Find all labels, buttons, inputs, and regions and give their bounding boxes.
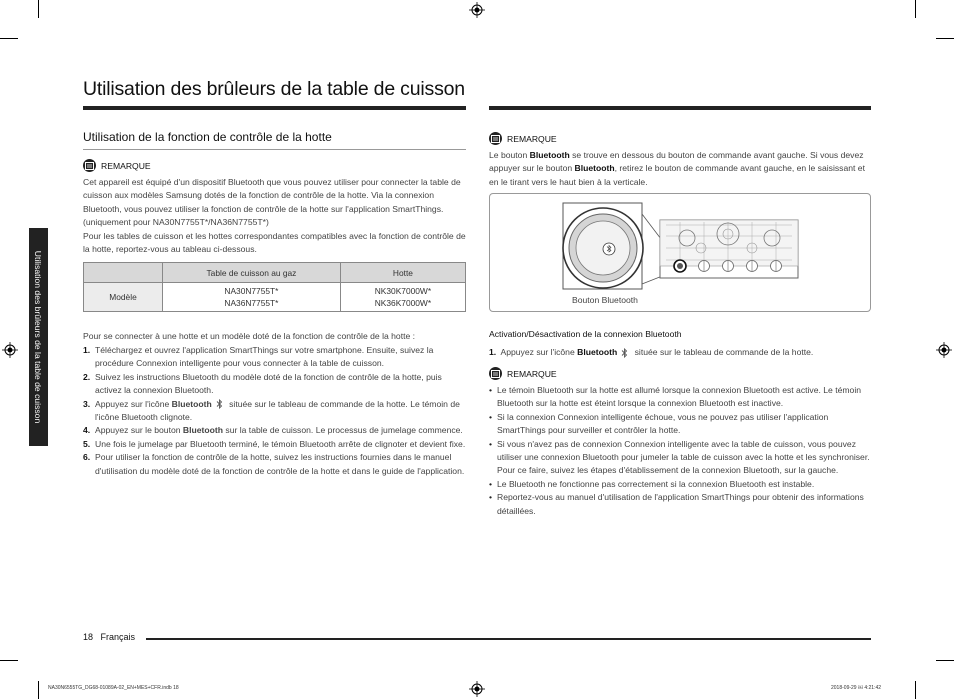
note-header [83, 159, 151, 172]
registration-mark-icon [2, 342, 18, 358]
footer-rule [146, 638, 871, 640]
print-filename: NA30N6555TG_DG68-01089A-02_EN+MES+CFR.indb 18 [48, 685, 179, 691]
bluetooth-icon [621, 348, 628, 358]
crop-mark [0, 660, 18, 661]
table-header-cell: Table de cuisson au gaz [163, 263, 341, 283]
step-text: sur la table de cuisson. Le processus de jumelage commence. [223, 425, 463, 436]
note-paragraph [83, 176, 466, 256]
note-bold: Bluetooth [574, 163, 615, 174]
compatibility-table [83, 262, 466, 312]
note-icon [83, 159, 96, 172]
steps-list [83, 344, 466, 478]
step-bold: Bluetooth [171, 398, 212, 409]
note-label: REMARQUE [101, 160, 151, 171]
table-row-label: Modèle [84, 283, 163, 312]
table-header-cell: Hotte [340, 263, 465, 283]
list-item: • Si la connexion Connexion intelligente échoue, vous ne pouvez pas utiliser l'application SmartThings pour surveiller et contrôler la hotte. [489, 411, 871, 438]
step-number: 1. [83, 345, 91, 355]
step-text: Suivez les instructions Bluetooth du modèle doté de la fonction de contrôle de la hotte, puis activez la connexion Bluetooth. [95, 371, 442, 396]
list-item [83, 438, 466, 451]
right-step [489, 346, 871, 359]
page-language: Français [100, 632, 136, 642]
list-item: • Le témoin Bluetooth sur la hotte est allumé lorsque la connexion Bluetooth est active. Le témoin Bluetooth sur la hotte est éteint lorsque la connexion Bluetooth est inactive. [489, 384, 871, 411]
note-icon [489, 132, 502, 145]
table-header-cell [84, 263, 163, 283]
figure-caption: Bouton Bluetooth [572, 295, 638, 305]
page-footer [83, 632, 135, 642]
note-text: Le bouton [489, 150, 530, 160]
step-bold: Bluetooth [577, 347, 618, 357]
crop-mark [915, 681, 916, 699]
list-item [83, 451, 466, 478]
side-chapter-label: Utilisation des brûleurs de la table de cuisson [33, 250, 43, 424]
note-bullets [489, 384, 871, 518]
title-rule-right [489, 106, 871, 110]
list-item [83, 398, 466, 425]
step-text: Pour utiliser la fonction de contrôle de la hotte, suivez les instructions fournies dans le manuel d'utilisation du modèle doté de la fonction de contrôle de la hotte et dans le guide de l'application. [95, 452, 465, 476]
note-header [489, 132, 557, 145]
step-text: Appuyez sur l'icône [95, 398, 172, 409]
note-text-2: Pour les tables de cuisson et les hottes correspondantes compatibles avec la fonction de contrôle de la hotte, reportez-vous au tableau ci-dessous. [83, 230, 466, 255]
section-title: Utilisation de la fonction de contrôle de la hotte [83, 130, 332, 144]
list-item: • Le Bluetooth ne fonctionne pas correctement si la connexion Bluetooth est instable. [489, 478, 871, 491]
crop-mark [915, 0, 916, 18]
step-text: Une fois le jumelage par Bluetooth terminé, le témoin Bluetooth arrête de clignoter et devient fixe. [95, 438, 466, 449]
step-number: 1. [489, 347, 497, 357]
step-text: Téléchargez et ouvrez l'application SmartThings sur votre smartphone. Ensuite, suivez la procédure Connexion intelligente pour vous connecter à la table de cuisson. [95, 345, 434, 369]
step-number: 6. [83, 452, 91, 463]
step-number: 2. [83, 371, 91, 382]
list-item [83, 424, 466, 437]
note-icon [489, 367, 502, 380]
step-text: située sur le tableau de commande de la hotte. [632, 347, 814, 357]
list-item: • Reportez-vous au manuel d'utilisation de l'application SmartThings pour obtenir des informations détaillées. [489, 491, 871, 518]
step-number: 4. [83, 425, 91, 436]
list-item [83, 344, 466, 371]
table-cell-hoods [340, 283, 465, 312]
hood-model: NK30K7000W* [374, 286, 432, 296]
note-text: se trouve en dessous du bouton de commande avant gauche. Si vous devez appuyer sur le bouton [489, 150, 864, 174]
cooktop-figure [489, 193, 871, 312]
steps-intro: Pour se connecter à une hotte et un modèle doté de la fonction de contrôle de la hotte : [83, 331, 416, 341]
crop-mark [0, 38, 18, 39]
hood-model: NK36K7000W* [374, 298, 432, 308]
registration-mark-icon [469, 2, 485, 18]
table-cell-cooktops [163, 283, 341, 312]
step-bold: Bluetooth [182, 425, 224, 436]
page-title: Utilisation des brûleurs de la table de cuisson [83, 78, 465, 100]
step-number: 5. [83, 438, 91, 449]
bluetooth-icon [216, 399, 223, 409]
subheading: Activation/Désactivation de la connexion Bluetooth [489, 329, 682, 339]
step-text: Appuyez sur l'icône [500, 347, 578, 357]
note-label: REMARQUE [507, 133, 557, 144]
step-text: Appuyez sur le bouton [95, 425, 183, 436]
section-rule [83, 149, 466, 150]
step-number: 3. [83, 398, 91, 409]
table-row [84, 283, 466, 312]
registration-mark-icon [469, 681, 485, 697]
page-number: 18 [83, 632, 94, 642]
list-item [83, 371, 466, 398]
note-paragraph [489, 149, 871, 189]
cooktop-model: NA36N7755T* [224, 298, 279, 308]
note-text-1: Cet appareil est équipé d'un dispositif Bluetooth que vous pouvez utiliser pour connecter la table de cuisson aux modèles Samsung dotés de la fonction de contrôle de la hotte. Via la connexion Bluetooth, vous pouvez utiliser la fonction de contrôle de la hotte sur l'application SmartThings. (uniquement pour NA30N7755T*/NA36N7755T*) [83, 177, 461, 228]
list-item: • Si vous n'avez pas de connexion Connexion intelligente avec la table de cuisson, vous pouvez utiliser une connexion Bluetooth pour jumeler la table de cuisson avec la hotte et les synchroniser. Pour ce faire, suivez les étapes d'établissement de la connexion Bluetooth, sur la gauche. [489, 438, 871, 478]
print-date: 2018-09-29 ￼ 4:21:42 [831, 685, 882, 691]
cooktop-illustration-icon [490, 194, 870, 311]
crop-mark [38, 681, 39, 699]
crop-mark [936, 660, 954, 661]
note-bold: Bluetooth [529, 150, 570, 160]
title-rule-left [83, 106, 466, 110]
crop-mark [936, 38, 954, 39]
cooktop-model: NA30N7755T* [224, 286, 279, 296]
registration-mark-icon [936, 342, 952, 358]
note-header [489, 367, 557, 380]
note-text: , retirez le bouton de commande avant gauche, en le saisissant et en le tirant vers le haut bien à la verticale. [489, 163, 865, 187]
crop-mark [38, 0, 39, 18]
note-label: REMARQUE [507, 368, 557, 379]
step-text: située sur le tableau de commande de la hotte. Le témoin de l'icône Bluetooth clignote. [95, 398, 460, 423]
table-header-row [84, 263, 466, 283]
